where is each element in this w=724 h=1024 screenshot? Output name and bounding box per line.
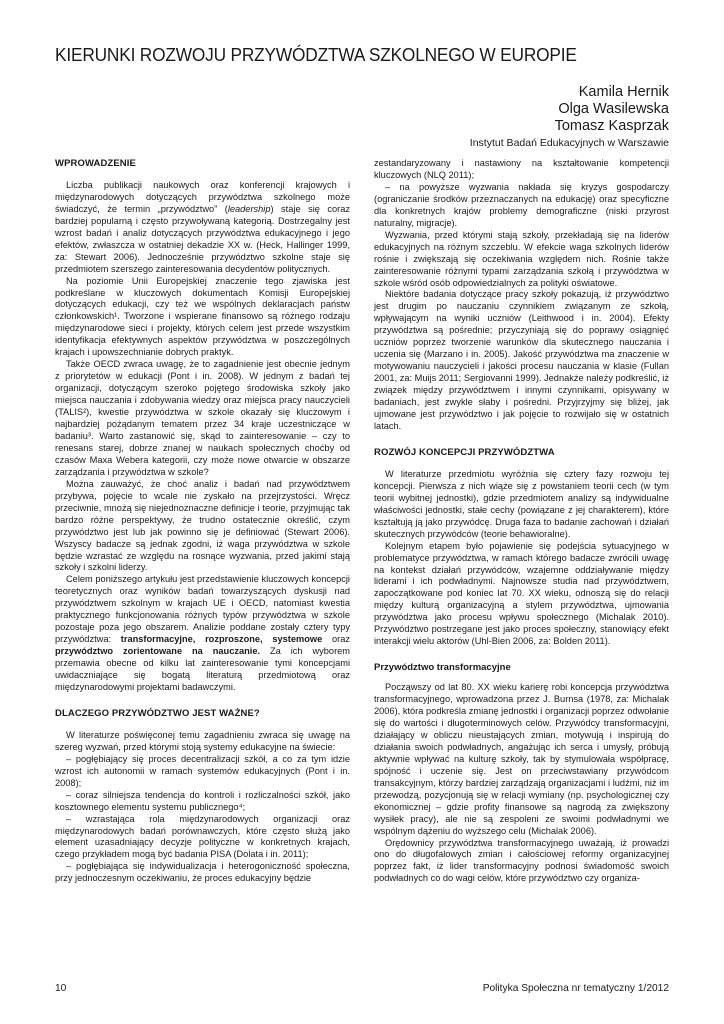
right-column: [374, 158, 669, 885]
paragraph: W literaturze przedmiotu wyróżnia się cztery fazy rozwoju tej koncepcji. Pierwsza z nich wiąże się z powstaniem teorii cech (w tym teorii wybitnej jednostki), gdzie przedmiotem analizy są indywidualne właściwości jednostki, stałe cechy (powiązane z jej charakterem), które kształtują ją jako przywódcę. Druga faza to badanie zachowań i działań skutecznych przywódców (teorie behawioralne).: [374, 468, 669, 539]
list-item: – pogłębiający się proces decentralizacji szkół, a co za tym idzie wzrost ich autonomii w ramach systemów edukacyjnych (Pont i in. 2008);: [55, 753, 350, 788]
paragraph: Począwszy od lat 80. XX wieku karierę robi koncepcja przywództwa transformacyjnego, wprowadzona przez J. Burnsa (1978, za: Michalak 2006), która podkreśla zmianę jednostki i organizacji poprzez odwołanie się do wartości i długoterminowych celów. Przywódcy transformacyjni, działający w obliczu nieustających zmian, motywują i inspirują do działania swoich podwładnych, angażując ich serca i umysły, próbują aktywnie wpływać na kulturę szkoły, tak by stymulowała współpracę, spójność i uczenie się. Jest on przeciwstawiany przywódcom transakcyjnym, którzy bardziej zarządzają organizacjami i ludźmi, niż im przewodzą, pozycjonują się w relacji wymiany (np. psychologicznej czy ekonomicznej – gdzie profity finansowe są nagrodą za zwiększony wysiłek pracy), ale nie są zespoleni ze swoimi podwładnymi we wspólnym dążeniu do wyższego celu (Michalak 2006).: [374, 682, 669, 836]
author-block: [269, 84, 669, 150]
author-name: Olga Wasilewska: [558, 101, 669, 117]
author-name: Kamila Hernik: [578, 84, 669, 100]
section-heading-why-leadership: DLACZEGO PRZYWÓDZTWO JEST WAŻNE?: [55, 707, 260, 719]
list-item: – na powyższe wyzwania nakłada się kryzys gospodarczy (ograniczanie środków przeznaczanych na edukację) oraz specyficzne dla konkretnych krajów problemy demograficzne (niski przyrost naturalny, migracje).: [374, 181, 669, 228]
paragraph: Także OECD zwraca uwagę, że to zagadnienie jest obecnie jednym z priorytetów w edukacji (Pont i in. 2008). W jednym z badań tej organizacji, dotyczącym szeroko pojętego środowiska szkoły jako miejsca nauczania i zdobywania wiedzy oraz miejsca pracy nauczycieli (TALIS²), kwestie przywództwa w szkole okazały się kluczowym i najbardziej pożądanym tematem przez 34 kraje uczestniczące w badaniu³. Warto zastanowić się, skąd to zainteresowanie – czy to renesans starej, dobrze znanej w naukach społecznych choćby od czasów Maxa Webera kategorii, czy może nowe otwarcie w obszarze zarządzania i przywództwa w szkole?: [55, 359, 350, 477]
bold-text: transformacyjne, rozproszone, systemowe: [120, 634, 323, 645]
subsection-heading-transformational: Przywództwo transformacyjne: [374, 662, 511, 674]
section-heading-development: ROZWÓJ KONCEPCJI PRZYWÓDZTWA: [374, 446, 555, 458]
paragraph: Niektóre badania dotyczące pracy szkoły pokazują, iż przywództwo jest drugim po nauczaniu czynnikiem związanym ze szkołą, wpływającym na wyniki uczniów (Leithwood i in. 2004). Efekty przywództwa są pośrednie; przyczyniają się do poprawy osiągnięć uczniów poprzez tworzenie warunków dla skutecznego nauczania i uczenia się (Marzano i in. 2005). Jakość przywództwa ma znaczenie w motywowaniu nauczycieli i jakości procesu nauczania w klasie (Fullan 2001, za: Muijs 2011; Sergiovanni 1999). Jednakże należy podkreślić, iż związek między przywództwem i innymi czynnikami, opisywany w badaniach, jest zwykle słaby i pośredni. Przyjrzyjmy się bliżej, jak ujmowane jest przywództwo i jak pojęcie to rozwijało się w ostatnich latach.: [374, 289, 669, 431]
emphasis-text: leadership: [227, 203, 271, 214]
paragraph: Na poziomie Unii Europejskiej znaczenie tego zjawiska jest podkreślane w kluczowych dokumentach Komisji Europejskiej dotyczących edukacji, czy też we wspólnych deklaracjach państw członkowskich¹. Tworzone i wspierane finansowo są różnego rodzaju międzynarodowe sieci i projekty, których celem jest przede wszystkim identyfikacja efektywnych aspektów przywództwa w poszczególnych krajach i upowszechnianie dobrych praktyk.: [55, 275, 350, 358]
author-affiliation: Instytut Badań Edukacyjnych w Warszawie: [469, 137, 669, 149]
list-item: – coraz silniejsza tendencja do kontroli i rozliczalności szkół, jako kosztownego elementu systemu publicznego⁴;: [55, 789, 350, 812]
article-title: KIERUNKI ROZWOJU PRZYWÓDZTWA SZKOLNEGO W EUROPIE: [55, 44, 577, 65]
section-heading-introduction: WPROWADZENIE: [55, 158, 136, 169]
journal-footer: Polityka Społeczna nr tematyczny 1/2012: [482, 983, 669, 994]
paragraph: W literaturze poświęconej temu zagadnieniu zwraca się uwagę na szereg wyzwań, przed którymi stoją systemy edukacyjne na świecie:: [55, 729, 350, 752]
left-column: [55, 158, 350, 885]
paragraph: Liczba publikacji naukowych oraz konferencji krajowych i międzynarodowych dotyczących przywództwa szkolnego może świadczyć, że termin „przywództwo” (leadership) staje się coraz bardziej popularną i często przywoływaną kategorią. Dostrzegalny jest wzrost badań i analiz dotyczących przywództwa edukacyjnego i jego efektów, zwłaszcza w ostatniej dekadzie XX w. (Heck, Hallinger 1999, za: Stewart 2006). Jednocześnie przywództwo szkolne staje się przedmiotem szerszego zainteresowania decydentów politycznych.: [55, 179, 350, 274]
paragraph: Wyzwania, przed którymi stają szkoły, przekładają się na liderów edukacyjnych na różnym szczeblu. W efekcie waga szkolnych liderów rośnie i zwiększają się oczekiwania względem nich. Rośnie także zainteresowanie różnymi typami zarządzania szkołą i przywództwa w szkole wśród osób odpowiedzialnych za polityki oświatowe.: [374, 229, 669, 288]
paragraph: Można zauważyć, że choć analiz i badań nad przywództwem przybywa, pojęcie to wcale nie zyskało na przejrzystości. Wręcz przeciwnie, mnożą się niejednoznaczne definicje i teorie, przyjmując tak bardzo różne perspektywy, że trudno ostatecznie określić, czym przywództwo jest lub jak powinno się je definiować (Stewart 2006). Wszyscy badacze są jednak zgodni, iż waga przywództwa w szkole będzie wzrastać ze względu na rosnące wyzwania, przed jakimi stają szkoły i szkolni liderzy.: [55, 478, 350, 573]
bold-text: przywództwo zorientowane na nauczanie.: [55, 646, 261, 657]
paragraph: Celem poniższego artykułu jest przedstawienie kluczowych koncepcji teoretycznych oraz wyników badań towarzyszących dyskusji nad przywództwem szkolnym w krajach UE i OECD, natomiast kwestia praktycznego funkcjonowania różnych typów przywództwa w szkole pozostaje poza jego obszarem. Analizie poddane zostały cztery typy przywództwa: transformacyjne, rozproszone, systemowe oraz przywództwo zorientowane na nauczanie. Za ich wyborem przemawia obecne od kilku lat zainteresowanie tymi koncepcjami uwidaczniające się bogatą literaturą przedmiotową oraz międzynarodowymi projektami badawczymi.: [55, 574, 351, 692]
list-item: – pogłębiająca się indywidualizacja i heterogoniczność społeczna, przy jednoczesnym oczekiwaniu, że proces edukacyjny będzie: [55, 861, 350, 884]
list-item: – wzrastająca rola międzynarodowych organizacji oraz międzynarodowych badań porównawczych, które często służą jako element uzasadniający decyzje polityczne w konkretnych krajach, czego przykładem mogą być badania PISA (Dolata i in. 2011);: [55, 813, 350, 860]
paragraph: Orędownicy przywództwa transformacyjnego uważają, iż prowadzi ono do długofalowych zmian i całościowej reformy organizacyjnej poprzez fakt, iż lider transformacyjny podnosi świadomość swoich podwładnych co do wagi celów, które przywództwo czy organiza-: [374, 837, 669, 884]
paragraph: zestandaryzowany i nastawiony na kształtowanie kompetencji kluczowych (NLQ 2011);: [374, 158, 669, 180]
paragraph: Kolejnym etapem było pojawienie się podejścia sytuacyjnego w problematyce przywództwa, w ramach którego badacze zwrócili uwagę na kontekst działań przywódców, wzajemne oddziaływanie między liderami i ich podwładnymi. Najnowsze studia nad przywództwem, zapoczątkowane pod koniec lat 70. XX wieku, odnoszą się do relacji między kulturą organizacyjną a stylem przywództwa, ujmowania przywództwa jako procesu wpływu społecznego (Michalak 2010). Przywództwo postrzegane jest jako proces społeczny, stanowiący efekt interakcji wielu aktorów (Uhl-Bien 2006, za: Bolden 2011).: [374, 540, 669, 647]
author-name: Tomasz Kasprzak: [554, 118, 669, 134]
page-number: 10: [55, 983, 67, 994]
